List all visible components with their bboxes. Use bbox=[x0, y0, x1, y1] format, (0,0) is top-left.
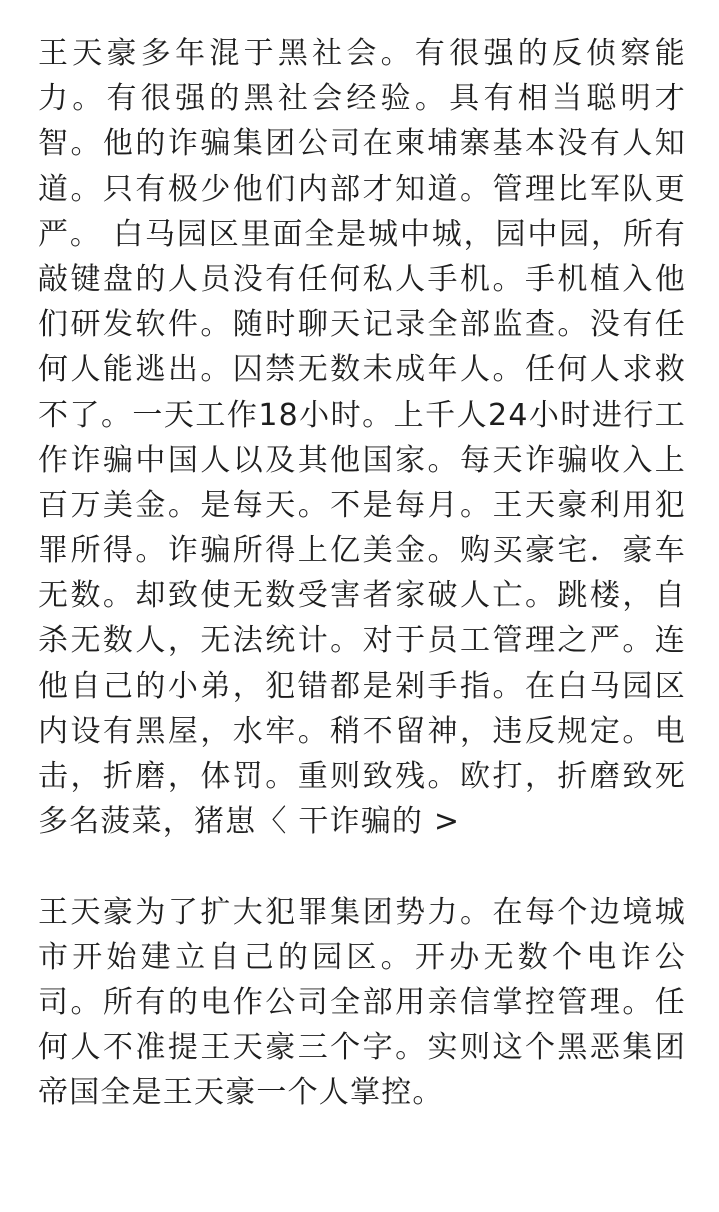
text-line: 严。 白马园区里面全是城中城，园中园，所有 bbox=[38, 216, 686, 252]
text-line: 司。所有的电作公司全部用亲信掌控管理。任 bbox=[38, 984, 686, 1020]
text-line: 他自己的小弟，犯错都是剁手指。在白马园区 bbox=[38, 668, 686, 704]
text-line: 不了。一天工作18小时。上千人24小时进行工 bbox=[38, 397, 686, 433]
text-line: 王天豪为了扩大犯罪集团势力。在每个边境城 bbox=[38, 894, 686, 930]
text-line: 王天豪多年混于黑社会。有很强的反侦察能 bbox=[38, 36, 686, 71]
article-text bbox=[38, 31, 686, 1116]
text-line: 敲键盘的人员没有任何私人手机。手机植入他 bbox=[38, 261, 686, 297]
text-line: 道。只有极少他们内部才知道。管理比军队更 bbox=[38, 171, 686, 207]
text-line: 智。他的诈骗集团公司在柬埔寨基本没有人知 bbox=[38, 126, 686, 162]
text-line: 力。有很强的黑社会经验。具有相当聪明才 bbox=[38, 81, 686, 117]
text-line: 无数。却致使无数受害者家破人亡。跳楼，自 bbox=[38, 578, 686, 614]
text-line: 何人不准提王天豪三个字。实则这个黑恶集团 bbox=[38, 1030, 686, 1066]
text-line: 多名菠菜，猪崽〈 干诈骗的 > bbox=[38, 804, 461, 840]
paragraph-2 bbox=[38, 890, 686, 1116]
paragraph-1 bbox=[38, 31, 686, 844]
text-line: 百万美金。是每天。不是每月。王天豪利用犯 bbox=[38, 487, 686, 523]
text-line: 何人能逃出。囚禁无数未成年人。任何人求救 bbox=[38, 352, 686, 388]
text-line: 帝国全是王天豪一个人掌控。 bbox=[38, 1075, 444, 1111]
text-line: 罪所得。诈骗所得上亿美金。购买豪宅．豪车 bbox=[38, 533, 686, 569]
text-line: 内设有黑屋，水牢。稍不留神，违反规定。电 bbox=[38, 713, 686, 749]
text-line: 市开始建立自己的园区。开办无数个电诈公 bbox=[38, 939, 686, 975]
text-line: 杀无数人，无法统计。对于员工管理之严。连 bbox=[38, 623, 686, 659]
text-line: 们研发软件。随时聊天记录全部监查。没有任 bbox=[38, 307, 686, 343]
paragraph-gap bbox=[38, 844, 686, 889]
text-line: 作诈骗中国人以及其他国家。每天诈骗收入上 bbox=[38, 442, 686, 478]
text-line: 击，折磨，体罚。重则致残。欧打，折磨致死 bbox=[38, 759, 686, 794]
